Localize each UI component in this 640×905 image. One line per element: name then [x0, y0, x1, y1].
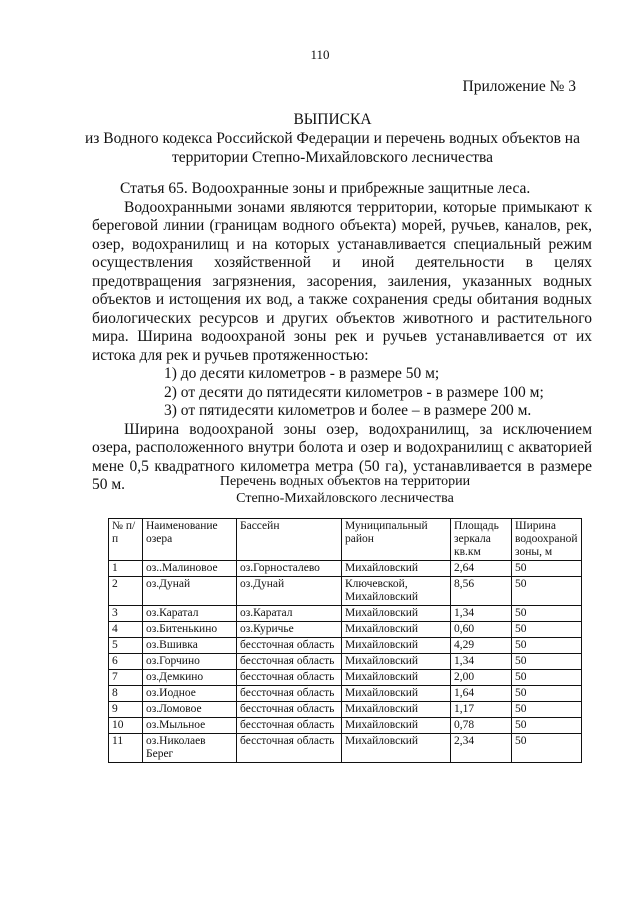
- header-no: № п/п: [109, 519, 143, 561]
- table-row: [109, 561, 582, 577]
- cell-name: оз.Горчино: [143, 654, 237, 670]
- cell-basin: бессточная область: [237, 638, 342, 654]
- cell-name: оз.Битенькино: [143, 622, 237, 638]
- cell-municipal: Михайловский: [342, 686, 451, 702]
- cell-area: 8,56: [451, 577, 512, 606]
- cell-area: 2,34: [451, 734, 512, 763]
- cell-area: 1,17: [451, 702, 512, 718]
- cell-area: 4,29: [451, 638, 512, 654]
- cell-no: 2: [109, 577, 143, 606]
- cell-name: оз..Малиновое: [143, 561, 237, 577]
- water-objects-table: [108, 518, 582, 763]
- cell-name: оз.Дунай: [143, 577, 237, 606]
- document-title: [70, 110, 595, 167]
- cell-municipal: Михайловский: [342, 702, 451, 718]
- table-row: [109, 686, 582, 702]
- cell-no: 8: [109, 686, 143, 702]
- article-section: [92, 180, 592, 495]
- cell-width: 50: [512, 654, 582, 670]
- cell-no: 5: [109, 638, 143, 654]
- title-line-1: ВЫПИСКА: [293, 111, 372, 128]
- cell-area: 2,64: [451, 561, 512, 577]
- cell-municipal: Михайловский: [342, 622, 451, 638]
- cell-basin: бессточная область: [237, 670, 342, 686]
- cell-width: 50: [512, 718, 582, 734]
- cell-basin: оз.Горносталево: [237, 561, 342, 577]
- header-name: Наименование озера: [143, 519, 237, 561]
- cell-area: 0,60: [451, 622, 512, 638]
- cell-area: 0,78: [451, 718, 512, 734]
- cell-name: оз.Вшивка: [143, 638, 237, 654]
- table-row: [109, 670, 582, 686]
- table-title: [95, 473, 595, 507]
- cell-width: 50: [512, 606, 582, 622]
- table-row: [109, 734, 582, 763]
- cell-width: 50: [512, 561, 582, 577]
- cell-name: оз.Ломовое: [143, 702, 237, 718]
- cell-municipal: Михайловский: [342, 670, 451, 686]
- cell-no: 6: [109, 654, 143, 670]
- cell-no: 10: [109, 718, 143, 734]
- cell-municipal: Михайловский: [342, 718, 451, 734]
- cell-area: 1,64: [451, 686, 512, 702]
- header-basin: Бассейн: [237, 519, 342, 561]
- cell-name: оз.Каратал: [143, 606, 237, 622]
- cell-area: 1,34: [451, 606, 512, 622]
- cell-municipal: Ключевской, Михайловский: [342, 577, 451, 606]
- page-number: 110: [310, 47, 330, 62]
- cell-municipal: Михайловский: [342, 638, 451, 654]
- cell-width: 50: [512, 686, 582, 702]
- cell-name: оз.Мыльное: [143, 718, 237, 734]
- cell-municipal: Михайловский: [342, 734, 451, 763]
- appendix-label: Приложение № 3: [462, 78, 576, 95]
- table-title-line-1: Перечень водных объектов на территории: [219, 474, 471, 489]
- cell-municipal: Михайловский: [342, 654, 451, 670]
- header-municipal: Муниципальный район: [342, 519, 451, 561]
- table-row: [109, 606, 582, 622]
- cell-name: оз.Демкино: [143, 670, 237, 686]
- cell-no: 7: [109, 670, 143, 686]
- cell-basin: бессточная область: [237, 718, 342, 734]
- article-heading: Статья 65. Водоохранные зоны и прибрежные защитные леса.: [120, 180, 531, 197]
- cell-no: 11: [109, 734, 143, 763]
- list-item-2: 2) от десяти до пятидесяти километров - в размере 100 м;: [164, 383, 544, 401]
- cell-name: оз.Иодное: [143, 686, 237, 702]
- table-row: [109, 622, 582, 638]
- cell-municipal: Михайловский: [342, 561, 451, 577]
- cell-width: 50: [512, 670, 582, 686]
- cell-no: 3: [109, 606, 143, 622]
- list-item-3: 3) от пятидесяти километров и более – в размере 200 м.: [164, 402, 532, 419]
- cell-no: 4: [109, 622, 143, 638]
- cell-no: 9: [109, 702, 143, 718]
- cell-basin: оз.Куричье: [237, 622, 342, 638]
- cell-width: 50: [512, 702, 582, 718]
- cell-basin: бессточная область: [237, 686, 342, 702]
- title-line-2: из Водного кодекса Российской Федерации и перечень водных объектов на: [85, 130, 580, 147]
- table-header-row: [109, 519, 582, 561]
- header-width: Ширина водоохраной зоны, м: [512, 519, 582, 561]
- cell-width: 50: [512, 577, 582, 606]
- article-paragraph-1: Водоохранными зонами являются территории, которые примыкают к береговой линии (границам водного объекта) морей, ручьев, каналов, рек, озер, водохранилищ и на которых устанавливается специальный режим осуществления хозяйственной и иной деятельности в целях предотвращения загрязнения, засорения, заиления, указанных водных объектов и истощения их вод, а также сохранения среды обитания водных биологических ресурсов и других объектов животного и растительного мира. Ширина водоохраной зоны рек и ручьев устанавливается от их истока для рек и ручьев протяженностью:: [92, 198, 592, 364]
- cell-width: 50: [512, 622, 582, 638]
- cell-basin: бессточная область: [237, 702, 342, 718]
- header-area: Площадь зеркала кв.км: [451, 519, 512, 561]
- title-line-3: территории Степно-Михайловского лесничества: [172, 149, 493, 166]
- table-row: [109, 577, 582, 606]
- cell-basin: оз.Дунай: [237, 577, 342, 606]
- cell-basin: бессточная область: [237, 654, 342, 670]
- table-row: [109, 718, 582, 734]
- list-item-1: 1) до десяти километров - в размере 50 м;: [164, 365, 440, 382]
- cell-municipal: Михайловский: [342, 606, 451, 622]
- cell-width: 50: [512, 638, 582, 654]
- table-row: [109, 638, 582, 654]
- cell-basin: оз.Каратал: [237, 606, 342, 622]
- table-row: [109, 702, 582, 718]
- table-row: [109, 654, 582, 670]
- cell-area: 1,34: [451, 654, 512, 670]
- table-title-line-2: Степно-Михайловского лесничества: [236, 491, 454, 506]
- cell-width: 50: [512, 734, 582, 763]
- cell-basin: бессточная область: [237, 734, 342, 763]
- article-paragraph-2: Ширина водоохраной зоны озер, водохранилищ, за исключением озера, расположенного внутри болота и озер и водохранилищ с акваторией мене 0,5 квадратного километра метра (50 га), устанавливается в размере 50 м.: [92, 420, 592, 493]
- cell-name: оз.Николаев Берег: [143, 734, 237, 763]
- cell-no: 1: [109, 561, 143, 577]
- cell-area: 2,00: [451, 670, 512, 686]
